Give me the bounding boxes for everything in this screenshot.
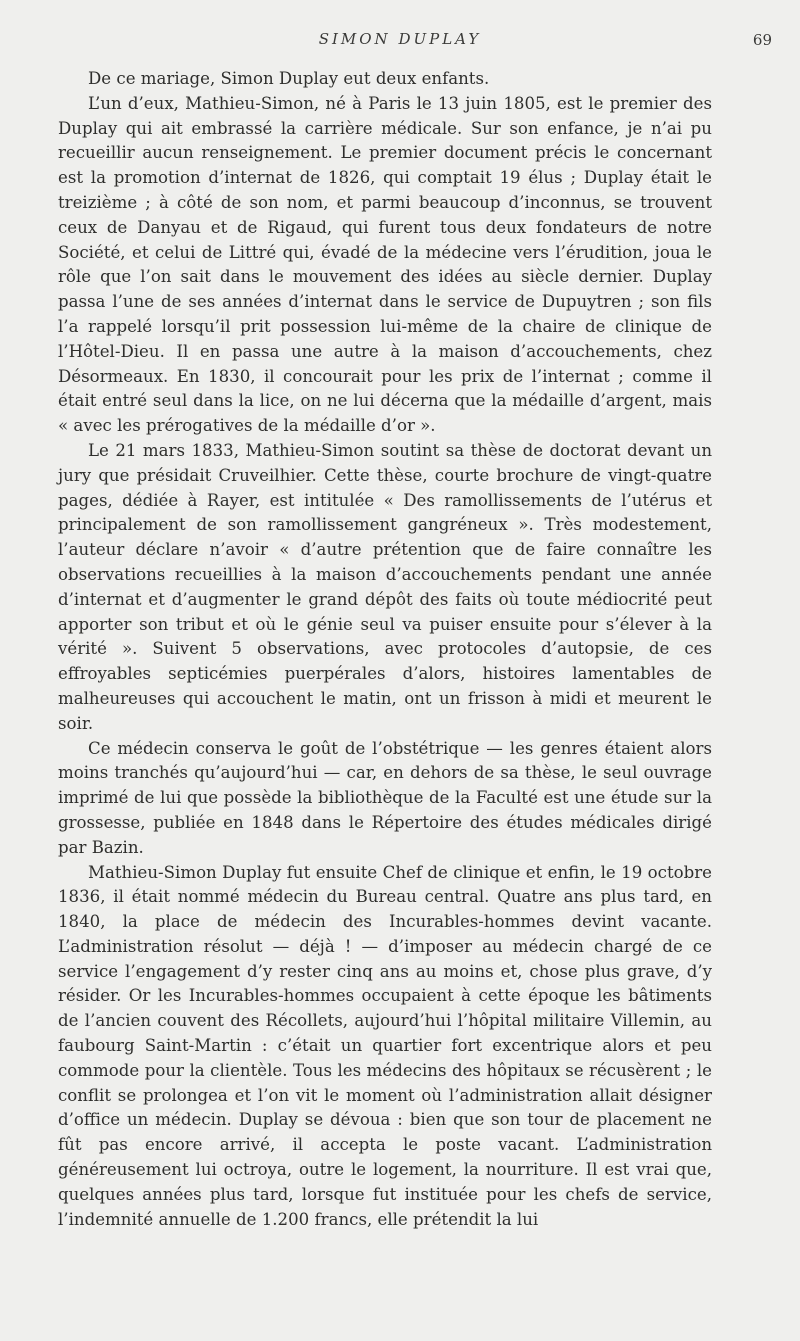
paragraph-mathieu-simon-early-career: L’un d’eux, Mathieu-Simon, né à Paris le 13 juin 1805, est le premier des Duplay qui ait embrassé la carrière médicale. Sur son enfance, je n’ai pu recueillir aucun renseignement. Le premier document précis le concernant est la promotion d’internat de 1826, qui comptait 19 élus ; Duplay était le treizième ; à côté de son nom, et parmi beaucoup d’inconnus, se trouvent ceux de Danyau et de Rigaud, qui furent tous deux fondateurs de notre Société, et celui de Littré qui, évadé de la médecine vers l’érudition, joua le rôle que l’on sait dans le mouvement des idées au siècle dernier. Duplay passa l’une de ses années d’internat dans le service de Dupuytren ; son fils l’a rappelé lorsqu’il prit possession lui-même de la chaire de clinique de l’Hôtel-Dieu. Il en passa une autre à la maison d’accouchements, chez Désormeaux. En 1830, il concourait pour les prix de l’internat ; comme il était entré seul dans la lice, on ne lui décerna que la médaille d’argent, mais « avec les prérogatives de la médaille d’or ». xyxy=(58,93,712,436)
paragraph-marriage: De ce mariage, Simon Duplay eut deux enfants. xyxy=(88,69,490,88)
paragraph-incurables-hommes: Mathieu-Simon Duplay fut ensuite Chef de clinique et enfin, le 19 octobre 1836, il était nommé médecin du Bureau central. Quatre ans plus tard, en 1840, la place de médecin des Incurables-hommes devint vacante. L’administration résolut — déjà ! — d’imposer au médecin chargé de ce service l’engagement d’y rester cinq ans au moins et, chose plus grave, d’y résider. Or les Incurables-hommes occupaient à cette époque les bâtiments de l’ancien couvent des Récollets, aujourd’hui l’hôpital militaire Villemin, au faubourg Saint-Martin : c’était un quartier fort excentrique alors et peu commode pour la clientèle. Tous les médecins des hôpitaux se récusèrent ; le conflit se prolongea et l’on vit le moment où l’administration allait désigner d’office un médecin. Duplay se dévoua : bien que son tour de placement ne fût pas encore arrivé, il accepta le poste vacant. L’administration généreusement lui octroya, outre le logement, la nourriture. Il est vrai que, quelques années plus tard, lorsque fut instituée pour les chefs de service, l’indemnité annuelle de 1.200 francs, elle prétendit la lui xyxy=(58,862,712,1229)
running-title: SIMON DUPLAY xyxy=(318,30,482,48)
paragraph-thesis: Le 21 mars 1833, Mathieu-Simon soutint sa thèse de doctorat devant un jury que présidait Cruveilhier. Cette thèse, courte brochure de vingt-quatre pages, dédiée à Rayer, est intitulée « Des ramollissements de l’utérus et principalement de son ramollissement gangréneux ». Très modestement, l’auteur déclare n’avoir « d’autre prétention que de faire connaître les observations recueillies à la maison d’accouchements pendant une année d’internat et d’augmenter le grand dépôt des faits où toute médiocrité peut apporter son tribut et où le génie seul va puiser ensuite pour s’élever à la vérité ». Suivent 5 observations, avec protocoles d’autopsie, de ces effroyables septicémies puerpérales d’alors, histoires lamentables de malheureuses qui accouchent le matin, ont un frisson à midi et meurent le soir. xyxy=(58,440,712,733)
paragraph-obstetrics: Ce médecin conserva le goût de l’obstétrique — les genres étaient alors moins tranchés qu’aujourd’hui — car, en dehors de sa thèse, le seul ouvrage imprimé de lui que possède la bibliothèque de la Faculté est une étude sur la grossesse, publiée en 1848 dans le Répertoire des études médicales dirigé par Bazin. xyxy=(58,738,712,857)
body-text xyxy=(58,67,712,1232)
page-number: 69 xyxy=(752,31,772,49)
